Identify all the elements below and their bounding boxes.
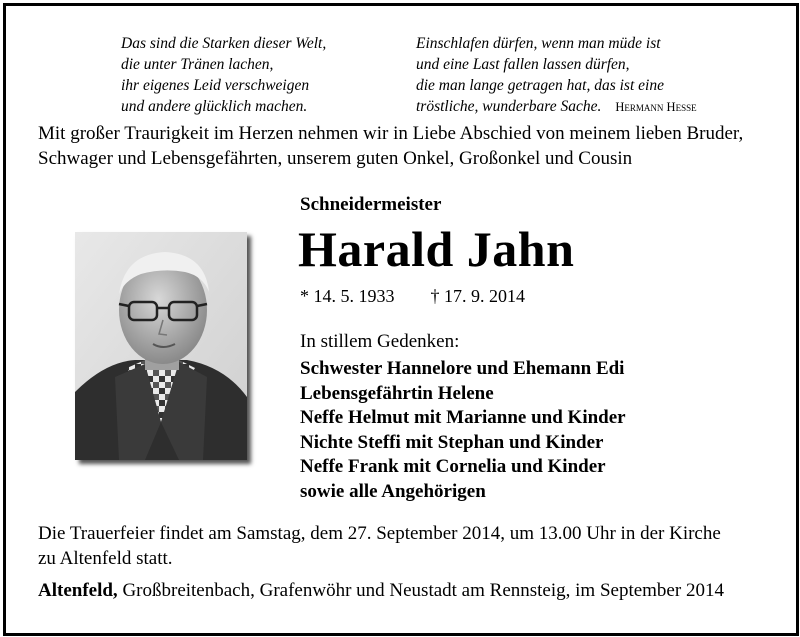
poem-line: die unter Tränen lachen, [121,56,274,73]
poem-line: die man lange getragen hat, das ist eine [416,77,664,94]
place-rest: Großbreitenbach, Grafenwöhr und Neustadt am Rennsteig, im September 2014 [117,580,724,601]
poem-line: tröstliche, wunderbare Sache. [416,98,602,115]
mourner-line: sowie alle Angehörigen [300,480,486,502]
memory-label: In stillem Gedenken: [300,331,460,352]
poem-line: und andere glücklich machen. [121,98,308,115]
funeral-info [38,521,721,571]
intro-line: Schwager und Lebensgefährten, unserem guten Onkel, Großonkel und Cousin [38,148,633,169]
poem-author: Hermann Hesse [615,100,697,114]
death-date: † 17. 9. 2014 [430,286,525,306]
poem-line: Einschlafen dürfen, wenn man müde ist [416,35,661,52]
places-line [38,580,724,602]
mourner-line: Neffe Frank mit Cornelia und Kinder [300,456,606,477]
life-dates [300,286,525,307]
portrait-photo [75,232,247,460]
deceased-name: Harald Jahn [298,221,575,277]
mourner-line: Lebensgefährtin Helene [300,382,494,404]
poem-line: Das sind die Starken dieser Welt, [121,35,327,52]
mourner-line: Nichte Steffi mit Stephan und Kinder [300,431,604,453]
intro-line: Mit großer Traurigkeit im Herzen nehmen wir in Liebe Abschied von meinem lieben Bruder, [38,123,744,144]
poem-line: und eine Last fallen lassen dürfen, [416,56,630,73]
poem-line: ihr eigenes Leid verschweigen [121,77,310,94]
poem-right [416,33,697,118]
poem-left [121,33,326,117]
mourner-line: Schwester Hannelore und Ehemann Edi [300,358,625,379]
birth-date: * 14. 5. 1933 [300,286,395,306]
place-primary: Altenfeld, [38,580,118,601]
poem-last-line [416,96,697,118]
funeral-line: zu Altenfeld statt. [38,548,173,569]
mourner-line: Neffe Helmut mit Marianne und Kinder [300,407,626,428]
funeral-line: Die Trauerfeier findet am Samstag, dem 27. September 2014, um 13.00 Uhr in der Kirche [38,523,721,544]
intro-text [38,121,778,171]
profession: Schneidermeister [300,194,442,215]
mourners-list [300,357,626,504]
